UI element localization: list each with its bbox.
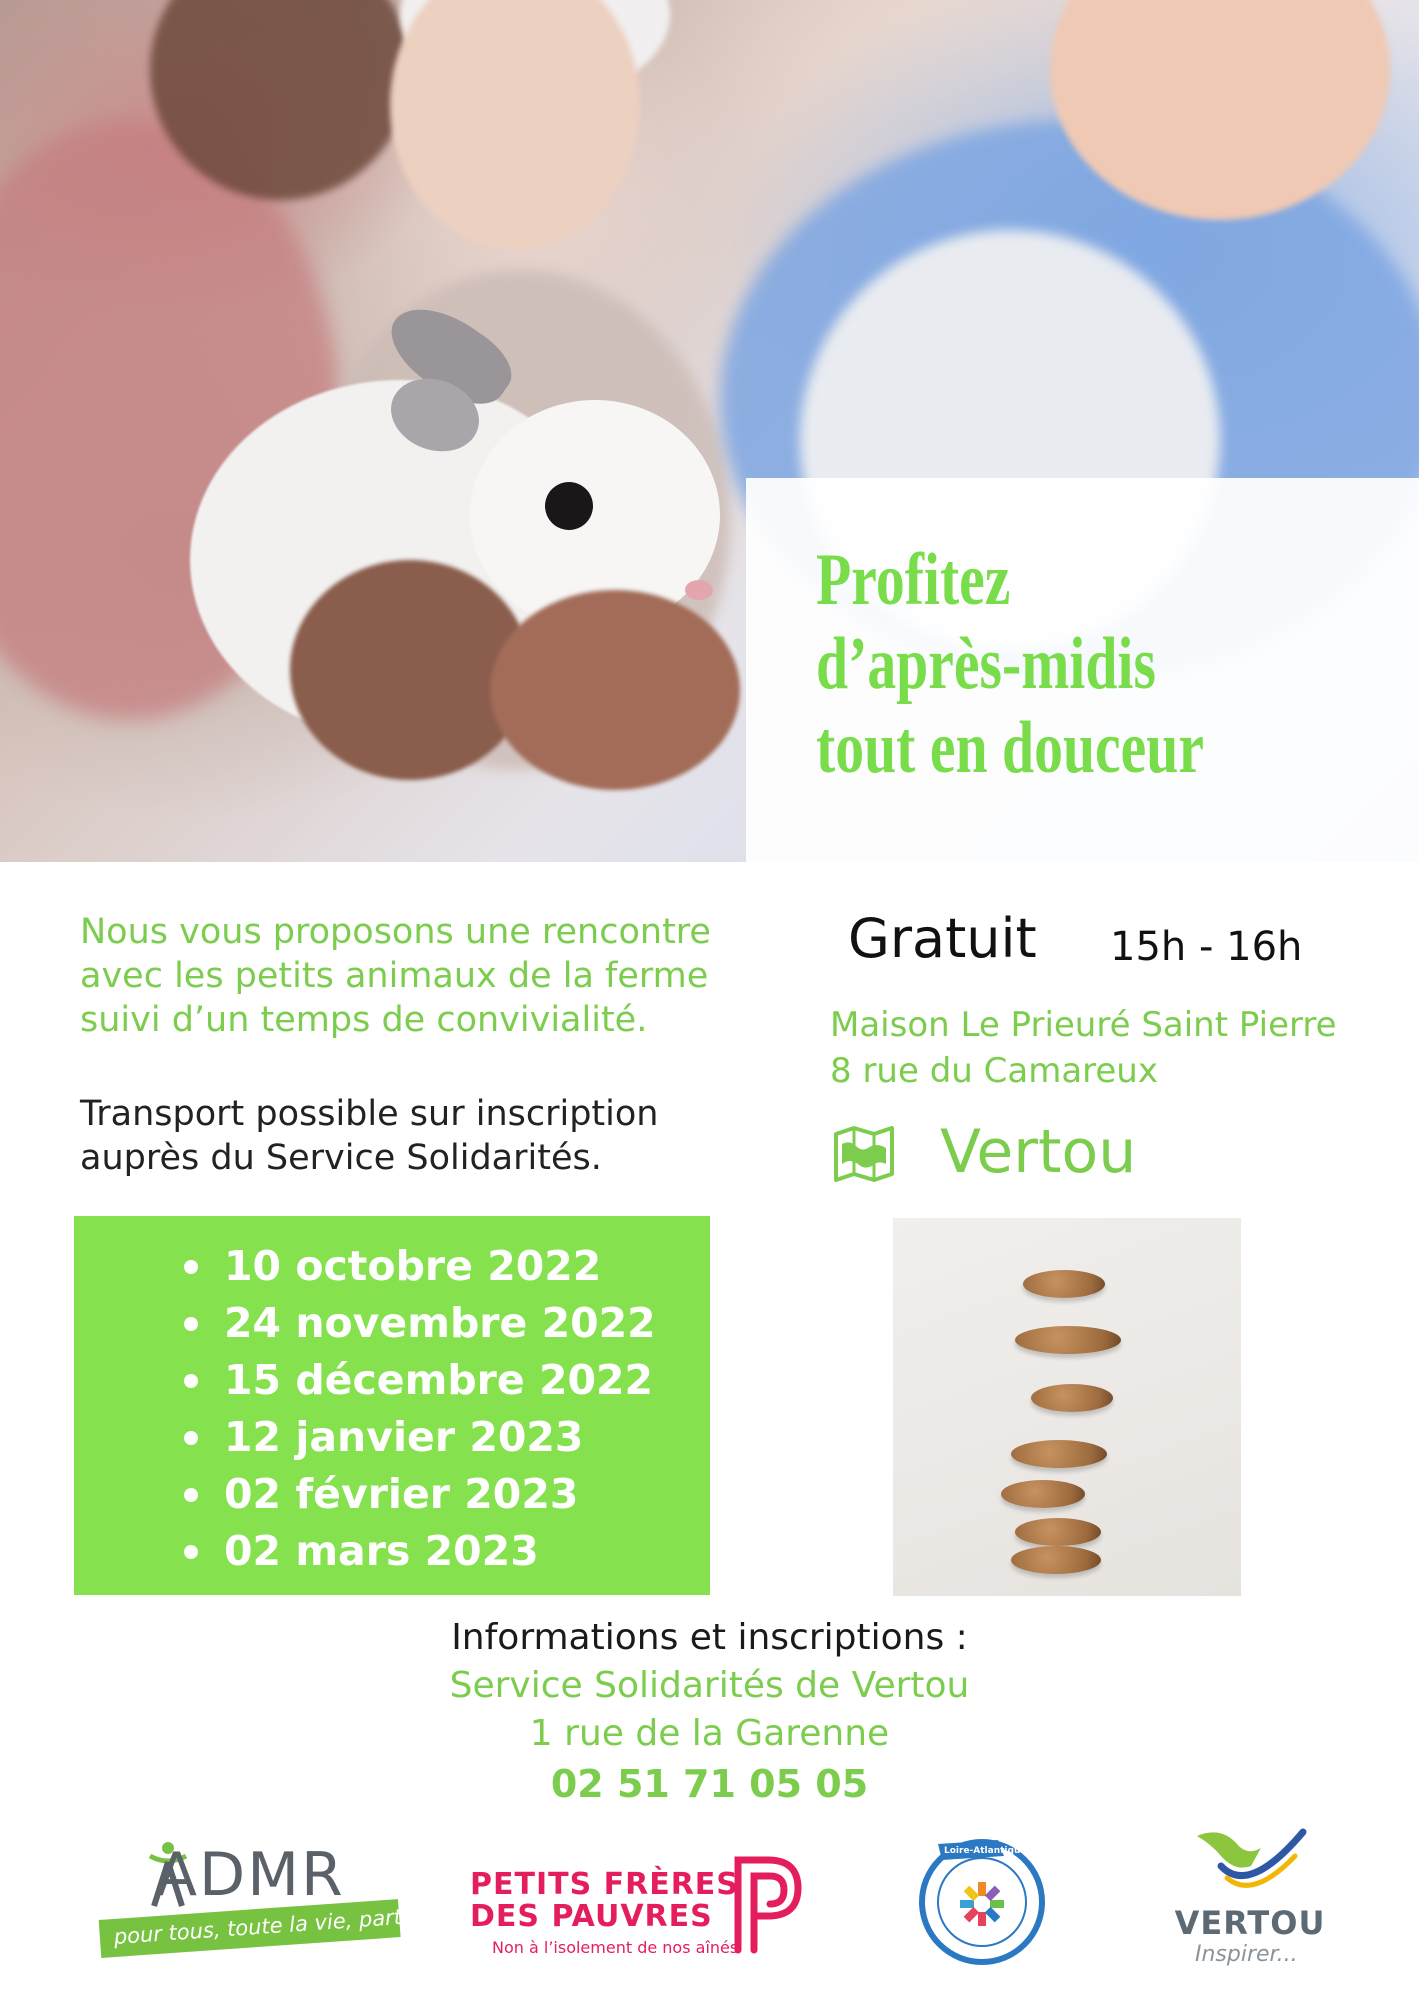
contact-title: Informations et inscriptions : <box>451 1617 968 1658</box>
date-item: 15 décembre 2022 <box>184 1352 656 1409</box>
contact-address: 1 rue de la Garenne <box>529 1713 890 1754</box>
headline-box <box>746 478 1419 862</box>
date-item: 02 mars 2023 <box>184 1523 656 1580</box>
transport-line: auprès du Service Solidarités. <box>80 1138 602 1178</box>
intro-line: suivi d’un temps de convivialité. <box>80 1000 648 1040</box>
contact-phone[interactable]: 02 51 71 05 05 <box>550 1762 869 1806</box>
petits-freres-logo <box>468 1850 828 1960</box>
cookie-photo <box>893 1218 1241 1596</box>
conference-financeurs-logo <box>918 1838 1046 1966</box>
pfp-name-line2: DES PAUVRES <box>470 1899 713 1934</box>
headline-line: d’après-midis <box>816 623 1156 705</box>
admr-logo <box>100 1840 438 1960</box>
city-name: Vertou <box>940 1117 1137 1187</box>
admr-name: ADMR <box>156 1840 345 1910</box>
vertou-logo <box>1165 1826 1335 1976</box>
intro-text <box>80 910 720 1042</box>
date-item: 12 janvier 2023 <box>184 1409 656 1466</box>
dates-box <box>74 1216 710 1595</box>
transport-line: Transport possible sur inscription <box>80 1094 659 1134</box>
contact-service: Service Solidarités de Vertou <box>449 1665 970 1706</box>
cdf-label: Loire-Atlantique <box>944 1846 1027 1856</box>
contact-block <box>0 1614 1419 1810</box>
headline-line: tout en douceur <box>816 707 1205 789</box>
map-icon <box>832 1126 896 1182</box>
cdf-seal-icon <box>918 1838 1046 1966</box>
venue-line: Maison Le Prieuré Saint Pierre <box>830 1005 1337 1045</box>
venue-address <box>830 1002 1337 1094</box>
venue-line: 8 rue du Camareux <box>830 1051 1158 1091</box>
pfp-name-line1: PETITS FRÈRES <box>470 1867 739 1902</box>
price-label: Gratuit <box>848 907 1037 970</box>
date-item: 10 octobre 2022 <box>184 1238 656 1295</box>
intro-line: Nous vous proposons une rencontre <box>80 912 711 952</box>
hero-photo <box>0 0 1419 862</box>
vertou-name: VERTOU <box>1174 1904 1326 1942</box>
transport-text <box>80 1092 720 1180</box>
vertou-tagline: Inspirer... <box>1195 1942 1298 1967</box>
event-hours: 15h - 16h <box>1110 924 1303 970</box>
pfp-tagline: Non à l’isolement de nos aînés <box>492 1938 739 1957</box>
headline <box>816 538 1284 790</box>
dates-list <box>184 1238 656 1580</box>
date-item: 24 novembre 2022 <box>184 1295 656 1352</box>
vertou-emblem-icon <box>1191 1826 1309 1904</box>
intro-line: avec les petits animaux de la ferme <box>80 956 709 996</box>
admr-tagline: pour tous, toute la vie, partout <box>113 1902 438 1949</box>
date-item: 02 février 2023 <box>184 1466 656 1523</box>
headline-line: Profitez <box>816 539 1011 621</box>
pfp-mark-icon <box>718 1850 818 1960</box>
